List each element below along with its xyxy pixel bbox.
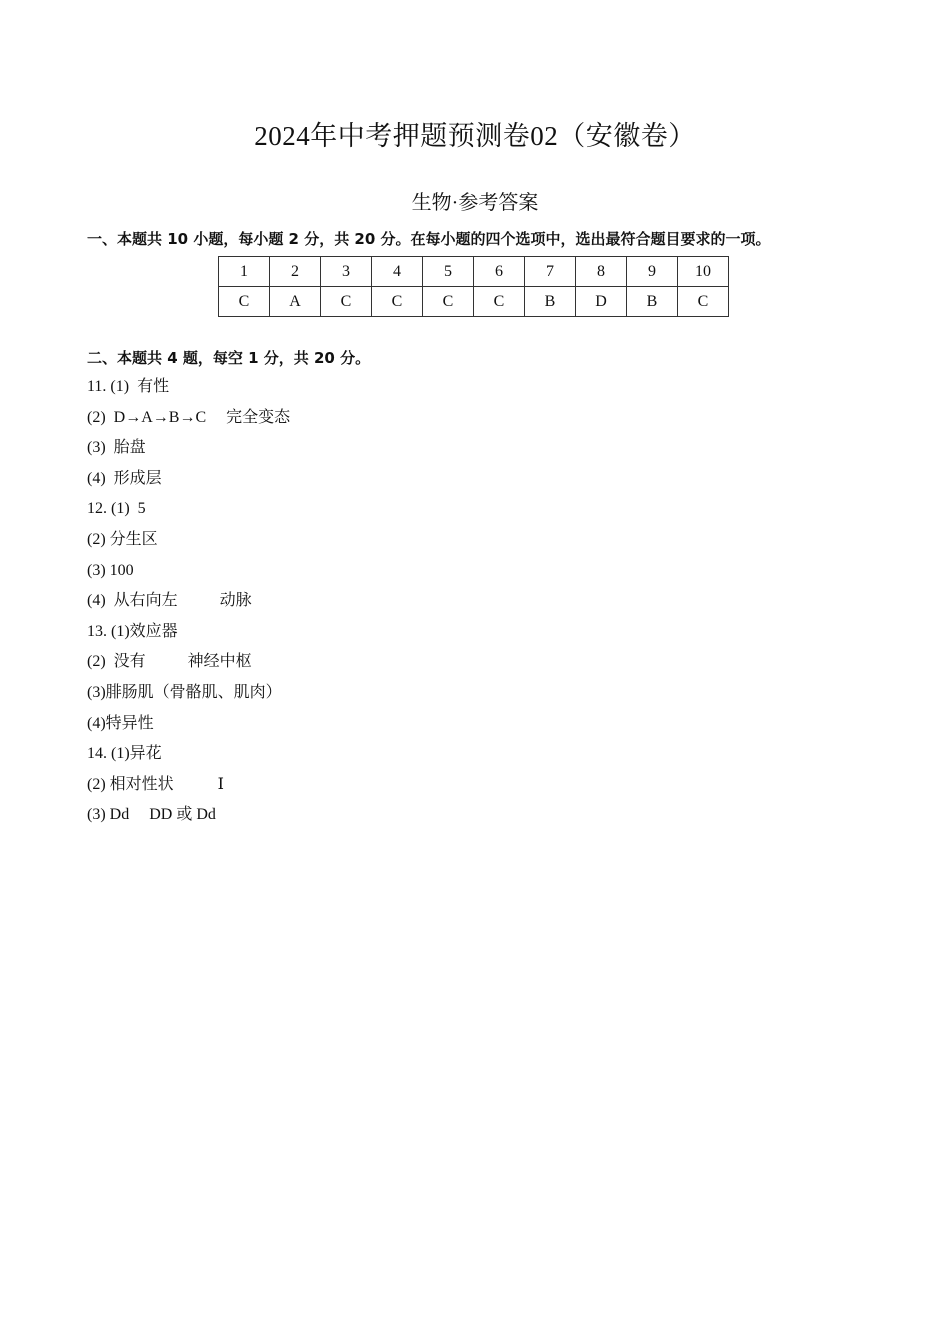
- page-subtitle: 生物·参考答案: [411, 192, 539, 214]
- answer-cell: C: [423, 287, 474, 317]
- section-1-heading: 一、本题共 10 小题，每小题 2 分，共 20 分。在每小题的四个选项中，选出最符合题目要求的一项。: [87, 230, 771, 248]
- section-2-heading: 二、本题共 4 题，每空 1 分，共 20 分。: [87, 349, 371, 367]
- answer-line: [87, 712, 290, 743]
- answer-text: (3)腓肠肌（骨骼肌、肌肉）: [87, 683, 282, 701]
- answer-line: [87, 773, 290, 804]
- answer-text: 12. (1) 5: [87, 500, 146, 518]
- answer-line: [87, 467, 290, 498]
- answer-text-second: Ⅰ: [217, 775, 224, 793]
- answer-text: (2) D→A→B→C: [87, 408, 207, 426]
- answer-row: [219, 287, 729, 317]
- answer-cell: C: [321, 287, 372, 317]
- answer-text: (4)特异性: [87, 714, 154, 732]
- answer-line: [87, 559, 290, 590]
- answer-text-second: DD 或 Dd: [149, 806, 216, 824]
- answer-cell: C: [474, 287, 525, 317]
- question-number-cell: 1: [219, 257, 270, 287]
- answer-text: (4) 从右向左: [87, 592, 178, 610]
- answer-line: [87, 620, 290, 651]
- page-title: 2024年中考押题预测卷02（安徽卷）: [254, 121, 696, 151]
- answer-cell: D: [576, 287, 627, 317]
- question-number-cell: 2: [270, 257, 321, 287]
- answer-line: [87, 742, 290, 773]
- question-number-cell: 6: [474, 257, 525, 287]
- question-number-row: [219, 257, 729, 287]
- question-number-cell: 5: [423, 257, 474, 287]
- question-number-cell: 10: [678, 257, 729, 287]
- answer-text: (3) 胎盘: [87, 439, 146, 457]
- answer-text: 13. (1)效应器: [87, 622, 178, 640]
- answer-text: (2) 相对性状: [87, 775, 174, 793]
- question-number-cell: 7: [525, 257, 576, 287]
- answer-text: (2) 分生区: [87, 530, 158, 548]
- answer-line: [87, 375, 290, 406]
- answer-cell: C: [678, 287, 729, 317]
- answer-text-second: 动脉: [219, 592, 252, 610]
- question-number-cell: 4: [372, 257, 423, 287]
- answer-line: [87, 681, 290, 712]
- answer-text-second: 完全变态: [226, 408, 291, 426]
- answer-text: (4) 形成层: [87, 469, 162, 487]
- answer-table: [218, 256, 729, 317]
- answer-text: 14. (1)异花: [87, 745, 162, 763]
- answer-cell: B: [525, 287, 576, 317]
- answer-line: [87, 497, 290, 528]
- answer-line: [87, 803, 290, 834]
- answer-text: (3) Dd: [87, 806, 130, 824]
- question-number-cell: 3: [321, 257, 372, 287]
- answer-line: [87, 650, 290, 681]
- answer-text: 11. (1) 有性: [87, 378, 170, 395]
- answer-text-second: 神经中枢: [187, 653, 252, 671]
- answer-line: [87, 589, 290, 620]
- answer-lines: [87, 375, 290, 834]
- answer-line: [87, 406, 290, 437]
- answer-cell: C: [219, 287, 270, 317]
- question-number-cell: 9: [627, 257, 678, 287]
- answer-line: [87, 528, 290, 559]
- question-number-cell: 8: [576, 257, 627, 287]
- answer-cell: A: [270, 287, 321, 317]
- answer-text: (3) 100: [87, 561, 134, 579]
- answer-text: (2) 没有: [87, 653, 146, 671]
- answer-cell: B: [627, 287, 678, 317]
- answer-line: [87, 436, 290, 467]
- answer-cell: C: [372, 287, 423, 317]
